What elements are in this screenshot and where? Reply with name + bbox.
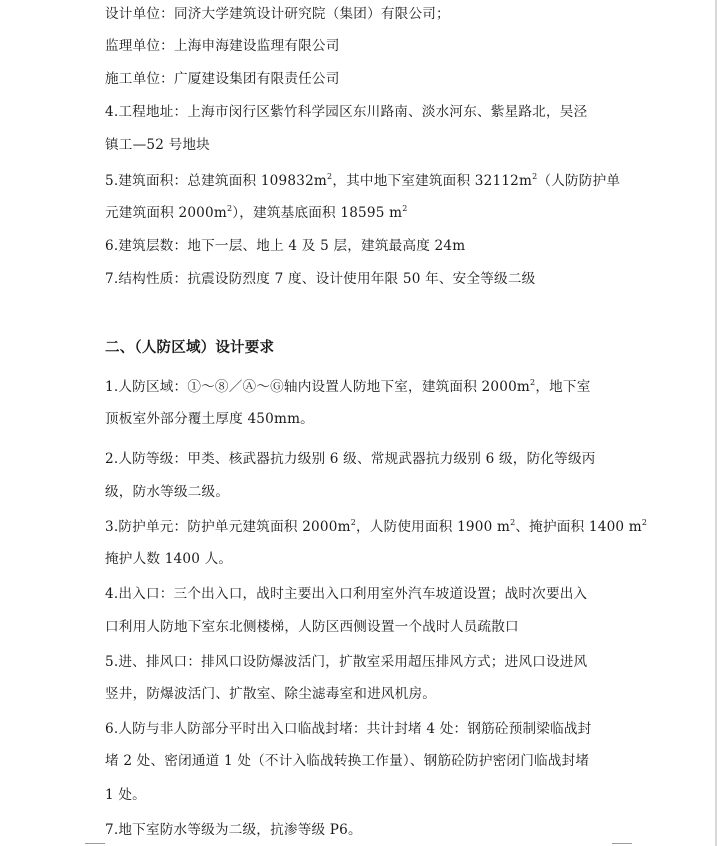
section-heading: 二、（人防区域）设计要求 — [105, 339, 275, 356]
req-4-line-1: 4.出入口：三个出入口，战时主要出入口利用室外汽车坡道设置；战时次要出入 — [105, 586, 588, 602]
req-7-line-1: 7.地下室防水等级为二级，抗渗等级 P6。 — [105, 822, 362, 838]
margin-corner-mark-right — [612, 843, 632, 844]
req-4-line-2: 口利用人防地下室东北侧楼梯，人防区西侧设置一个战时人员疏散口 — [105, 619, 519, 635]
design-unit-line: 设计单位：同济大学建筑设计研究院（集团）有限公司； — [105, 6, 450, 22]
supervision-unit-line: 监理单位：上海申海建设监理有限公司 — [105, 38, 340, 54]
req-1-line-2: 顶板室外部分覆土厚度 450mm。 — [105, 411, 314, 427]
superscript: 2 — [510, 518, 516, 527]
margin-corner-mark-left — [85, 843, 105, 844]
superscript: 2 — [530, 378, 536, 387]
req-6-line-2: 堵 2 处、密闭通道 1 处（不计入临战转换工作量）、钢筋砼防护密闭门临战封堵 — [105, 753, 590, 769]
superscript: 2 — [402, 204, 408, 213]
req-5-line-1: 5.进、排风口：排风口设防爆波活门，扩散室采用超压排风方式；进风口设进风 — [105, 654, 588, 670]
req-1-line-1: 1.人防区域：①～⑧／Ⓐ～Ⓖ轴内设置人防地下室，建筑面积 $2000m^2$，地下室 — [105, 378, 591, 395]
floors-line: 6.建筑层数：地下一层、地上 4 及 5 层，建筑最高度 24m — [105, 238, 466, 254]
area-line-2: 元建筑面积 $2000m^2$），建筑基底面积 18595 $m^2$ — [105, 204, 408, 221]
req-3-line-2: 掩护人数 1400 人。 — [105, 551, 233, 567]
superscript: 2 — [226, 204, 233, 213]
superscript: 2 — [350, 518, 356, 527]
req-3-line-1: 3.防护单元：防护单元建筑面积 $2000m^2$，人防使用面积 1900 $m^2$、掩护面积 1400 $m^2$ — [105, 518, 648, 535]
construction-unit-line: 施工单位：广厦建设集团有限责任公司 — [105, 71, 340, 87]
address-line-2: 镇工—52 号地块 — [105, 137, 210, 153]
structure-line: 7.结构性质：抗震设防烈度 7 度、设计使用年限 50 年、安全等级二级 — [105, 271, 536, 287]
address-line-1: 4.工程地址：上海市闵行区紫竹科学园区东川路南、淡水河东、紫星路北，吴泾 — [105, 104, 588, 120]
superscript: 2 — [641, 518, 648, 527]
area-line-1: 5.建筑面积：总建筑面积 $109832m^2$，其中地下室建筑面积 $32112m^2$（人防防护单 — [105, 172, 621, 189]
req-6-line-3: 1 处。 — [105, 787, 146, 803]
superscript: 2 — [532, 172, 538, 181]
req-6-line-1: 6.人防与非人防部分平时出入口临战封堵：共计封堵 4 处：钢筋砼预制梁临战封 — [105, 721, 592, 737]
req-2-line-2: 级，防水等级二级。 — [105, 484, 230, 500]
req-5-line-2: 竖井，防爆波活门、扩散室、除尘滤毒室和进风机房。 — [105, 686, 437, 702]
superscript: 2 — [327, 172, 333, 181]
req-2-line-1: 2.人防等级：甲类、核武器抗力级别 6 级、常规武器抗力级别 6 级，防化等级丙 — [105, 451, 596, 467]
